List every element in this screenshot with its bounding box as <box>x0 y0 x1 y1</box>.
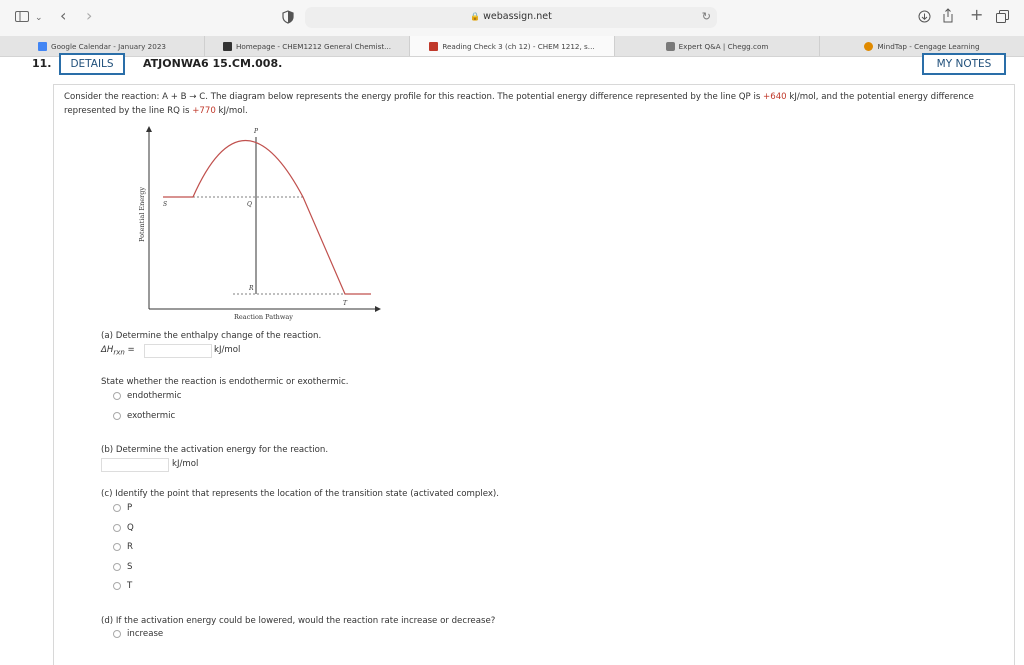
share-icon[interactable] <box>942 8 954 27</box>
tab-label: Reading Check 3 (ch 12) - CHEM 1212, s... <box>442 41 595 51</box>
book-icon <box>223 42 232 51</box>
activation-unit: kJ/mol <box>172 459 199 469</box>
part-c-prompt: (c) Identify the point that represents the location of the transition state (activated complex). <box>101 489 499 499</box>
rq-value: +770 <box>192 106 216 116</box>
state-prompt: State whether the reaction is endothermic or exothermic. <box>101 377 349 387</box>
radio-circle[interactable] <box>113 524 121 532</box>
url-text: webassign.net <box>483 11 552 22</box>
tab-chem-homepage[interactable] <box>205 36 410 56</box>
radio-increase[interactable]: increase <box>113 629 163 639</box>
my-notes-button[interactable]: MY NOTES <box>922 53 1006 75</box>
forward-icon[interactable]: › <box>86 6 93 25</box>
address-bar[interactable] <box>305 7 717 28</box>
radio-t[interactable]: T <box>113 581 132 591</box>
enthalpy-input[interactable] <box>144 344 212 358</box>
radio-circle[interactable] <box>113 582 121 590</box>
download-icon[interactable] <box>918 10 931 27</box>
part-b-prompt: (b) Determine the activation energy for the reaction. <box>101 445 329 455</box>
question-number: 11. <box>32 57 52 70</box>
radio-p[interactable]: P <box>113 503 132 513</box>
radio-circle[interactable] <box>113 504 121 512</box>
part-a-prompt: (a) Determine the enthalpy change of the reaction. <box>101 331 322 341</box>
radio-q[interactable]: Q <box>113 523 134 533</box>
radio-circle[interactable] <box>113 543 121 551</box>
question-intro: Consider the reaction: A + B → C. The diagram below represents the energy profile for this reaction. The potential energy difference represented by the line QP is +640 kJ/mol, and the potential energy difference represented by the line RQ is +770 kJ/mol. <box>64 92 974 116</box>
part-d-prompt: (d) If the activation energy could be lowered, would the reaction rate increase or decrease? <box>101 616 496 626</box>
radio-exothermic[interactable]: exothermic <box>113 411 175 421</box>
radio-circle[interactable] <box>113 563 121 571</box>
tab-label: Google Calendar - January 2023 <box>51 41 166 51</box>
tab-reading-check[interactable] <box>410 36 615 56</box>
radio-r[interactable]: R <box>113 542 133 552</box>
tab-bar <box>0 36 1024 57</box>
energy-curve <box>163 141 371 295</box>
calendar-icon <box>38 42 47 51</box>
mindtap-icon <box>864 42 873 51</box>
enthalpy-unit: kJ/mol <box>214 345 241 355</box>
label-s: S <box>163 201 168 208</box>
radio-circle[interactable] <box>113 630 121 638</box>
tab-chegg[interactable] <box>615 36 820 56</box>
x-axis-label: Reaction Pathway <box>234 313 293 321</box>
back-icon[interactable]: ‹ <box>60 6 67 25</box>
radio-endothermic[interactable]: endothermic <box>113 391 181 401</box>
y-axis-label: Potential Energy <box>138 186 146 242</box>
reload-icon[interactable]: ↻ <box>701 10 711 23</box>
chegg-icon <box>666 42 675 51</box>
label-r: R <box>249 285 254 292</box>
energy-diagram <box>133 122 393 327</box>
activation-energy-input[interactable] <box>101 458 169 472</box>
enthalpy-label: $\Delta H_{rxn}$ = <box>101 345 135 357</box>
question-code: ATJONWA6 15.CM.008. <box>143 57 283 70</box>
new-tab-icon[interactable]: + <box>970 5 984 24</box>
label-q: Q <box>247 201 252 208</box>
tab-label: Expert Q&A | Chegg.com <box>678 41 769 51</box>
label-t: T <box>343 300 348 307</box>
privacy-shield-icon[interactable] <box>282 10 294 28</box>
lock-icon: 🔒 <box>470 12 481 21</box>
sidebar-toggle-icon[interactable] <box>15 11 29 26</box>
label-p: P <box>254 128 259 135</box>
tab-overview-icon[interactable] <box>996 10 1009 27</box>
details-button[interactable]: DETAILS <box>59 53 125 75</box>
browser-toolbar <box>0 0 1024 36</box>
radio-circle[interactable] <box>113 412 121 420</box>
radio-circle[interactable] <box>113 392 121 400</box>
tab-label: Homepage - CHEM1212 General Chemist... <box>235 41 392 51</box>
qp-value: +640 <box>763 92 787 102</box>
chevron-down-icon[interactable]: ⌄ <box>35 13 43 23</box>
webassign-icon <box>429 42 438 51</box>
tab-label: MindTap - Cengage Learning <box>877 41 980 51</box>
radio-s[interactable]: S <box>113 562 132 572</box>
